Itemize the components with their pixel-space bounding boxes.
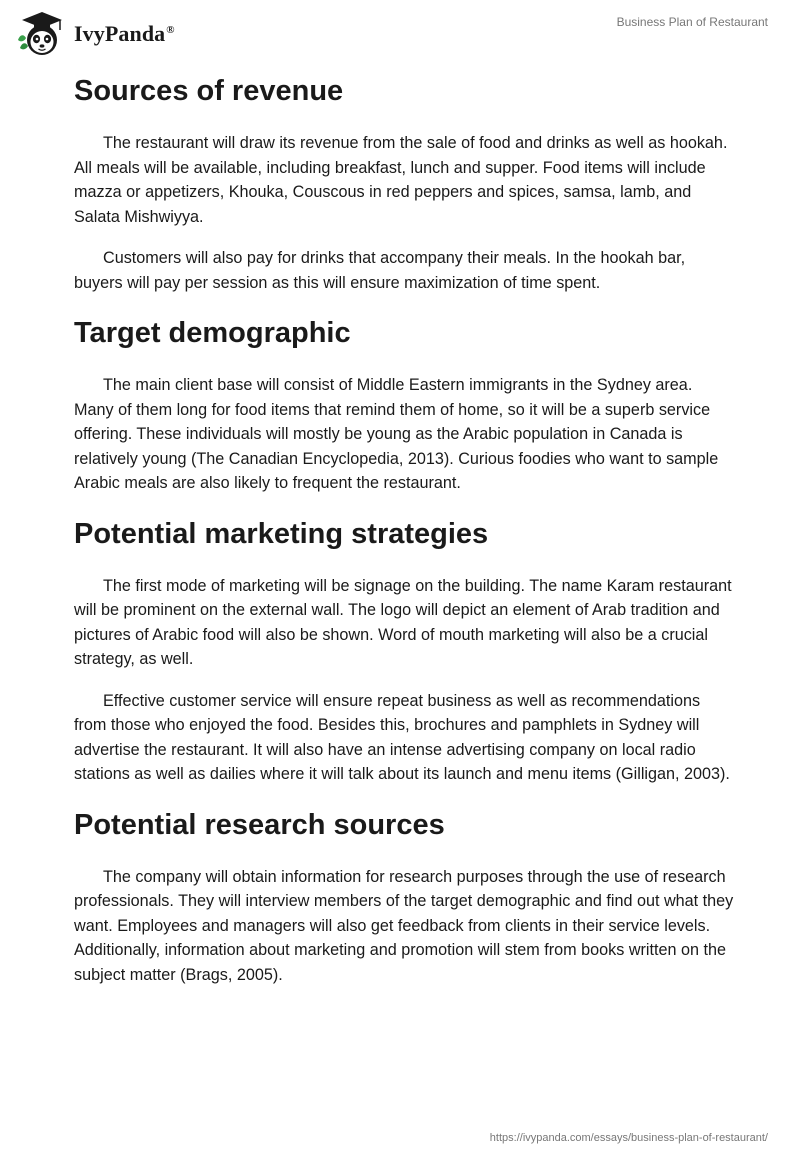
section-heading: Potential research sources bbox=[74, 808, 445, 841]
document-title: Business Plan of Restaurant bbox=[616, 15, 768, 29]
section-sources-of-revenue bbox=[74, 68, 734, 295]
section-heading: Sources of revenue bbox=[74, 75, 344, 107]
paragraph: The first mode of marketing will be signage on the building. The name Karam restaurant will be prominent on the external wall. The logo will depict an element of Arab tradition and pictures of Arabic food will also be shown. Word of mouth marketing will also be a crucial strategy, as well. bbox=[74, 576, 732, 668]
registered-mark: ® bbox=[166, 23, 175, 36]
paragraph: The company will obtain information for research purposes through the use of research professionals. They will interview members of the target demographic and find out what they want. Employees and managers will also get feedback from clients in their service levels. Additionally, information about marketing and promotion will stem from books written on the subject matter (Brags, 2005). bbox=[74, 867, 734, 984]
paragraph: The main client base will consist of Middle Eastern immigrants in the Sydney area. Many of them long for food items that remind them of home, so it will be a superb service offering. These individuals will mostly be young as the Arabic population in Canada is relatively young (The Canadian Encyclopedia, 2013). Curious foodies who want to sample Arabic meals are also likely to frequent the restaurant. bbox=[74, 376, 719, 492]
page-header bbox=[0, 0, 800, 70]
paragraph: Customers will also pay for drinks that accompany their meals. In the hookah bar, buyers will pay per session as this will ensure maximization of time spent. bbox=[74, 249, 686, 292]
section-heading: Potential marketing strategies bbox=[74, 517, 489, 550]
essay-content bbox=[74, 68, 734, 987]
paragraph: Effective customer service will ensure repeat business as well as recommendations from those who enjoyed the food. Besides this, brochures and pamphlets in Sydney will advertise the restaurant. It will also have an intense advertising company on local radio stations as well as dailies where it will talk about its launch and menu items (Gilligan, 2003). bbox=[74, 691, 730, 783]
ivypanda-logo[interactable] bbox=[14, 8, 175, 58]
section-potential-marketing-strategies bbox=[74, 511, 734, 787]
section-target-demographic bbox=[74, 310, 734, 496]
logo-text: IvyPanda bbox=[74, 21, 166, 46]
panda-graduate-icon bbox=[14, 8, 70, 58]
section-potential-research-sources bbox=[74, 802, 734, 988]
source-url-link[interactable]: https://ivypanda.com/essays/business-plan-of-restaurant/ bbox=[489, 1132, 768, 1144]
paragraph: The restaurant will draw its revenue from the sale of food and drinks as well as hookah. All meals will be available, including breakfast, lunch and supper. Food items will include mazza or appetizers, Khouka, Couscous in red peppers and spices, samsa, lamb, and Salata Mishwiyya. bbox=[74, 134, 728, 226]
section-heading: Target demographic bbox=[74, 317, 351, 349]
